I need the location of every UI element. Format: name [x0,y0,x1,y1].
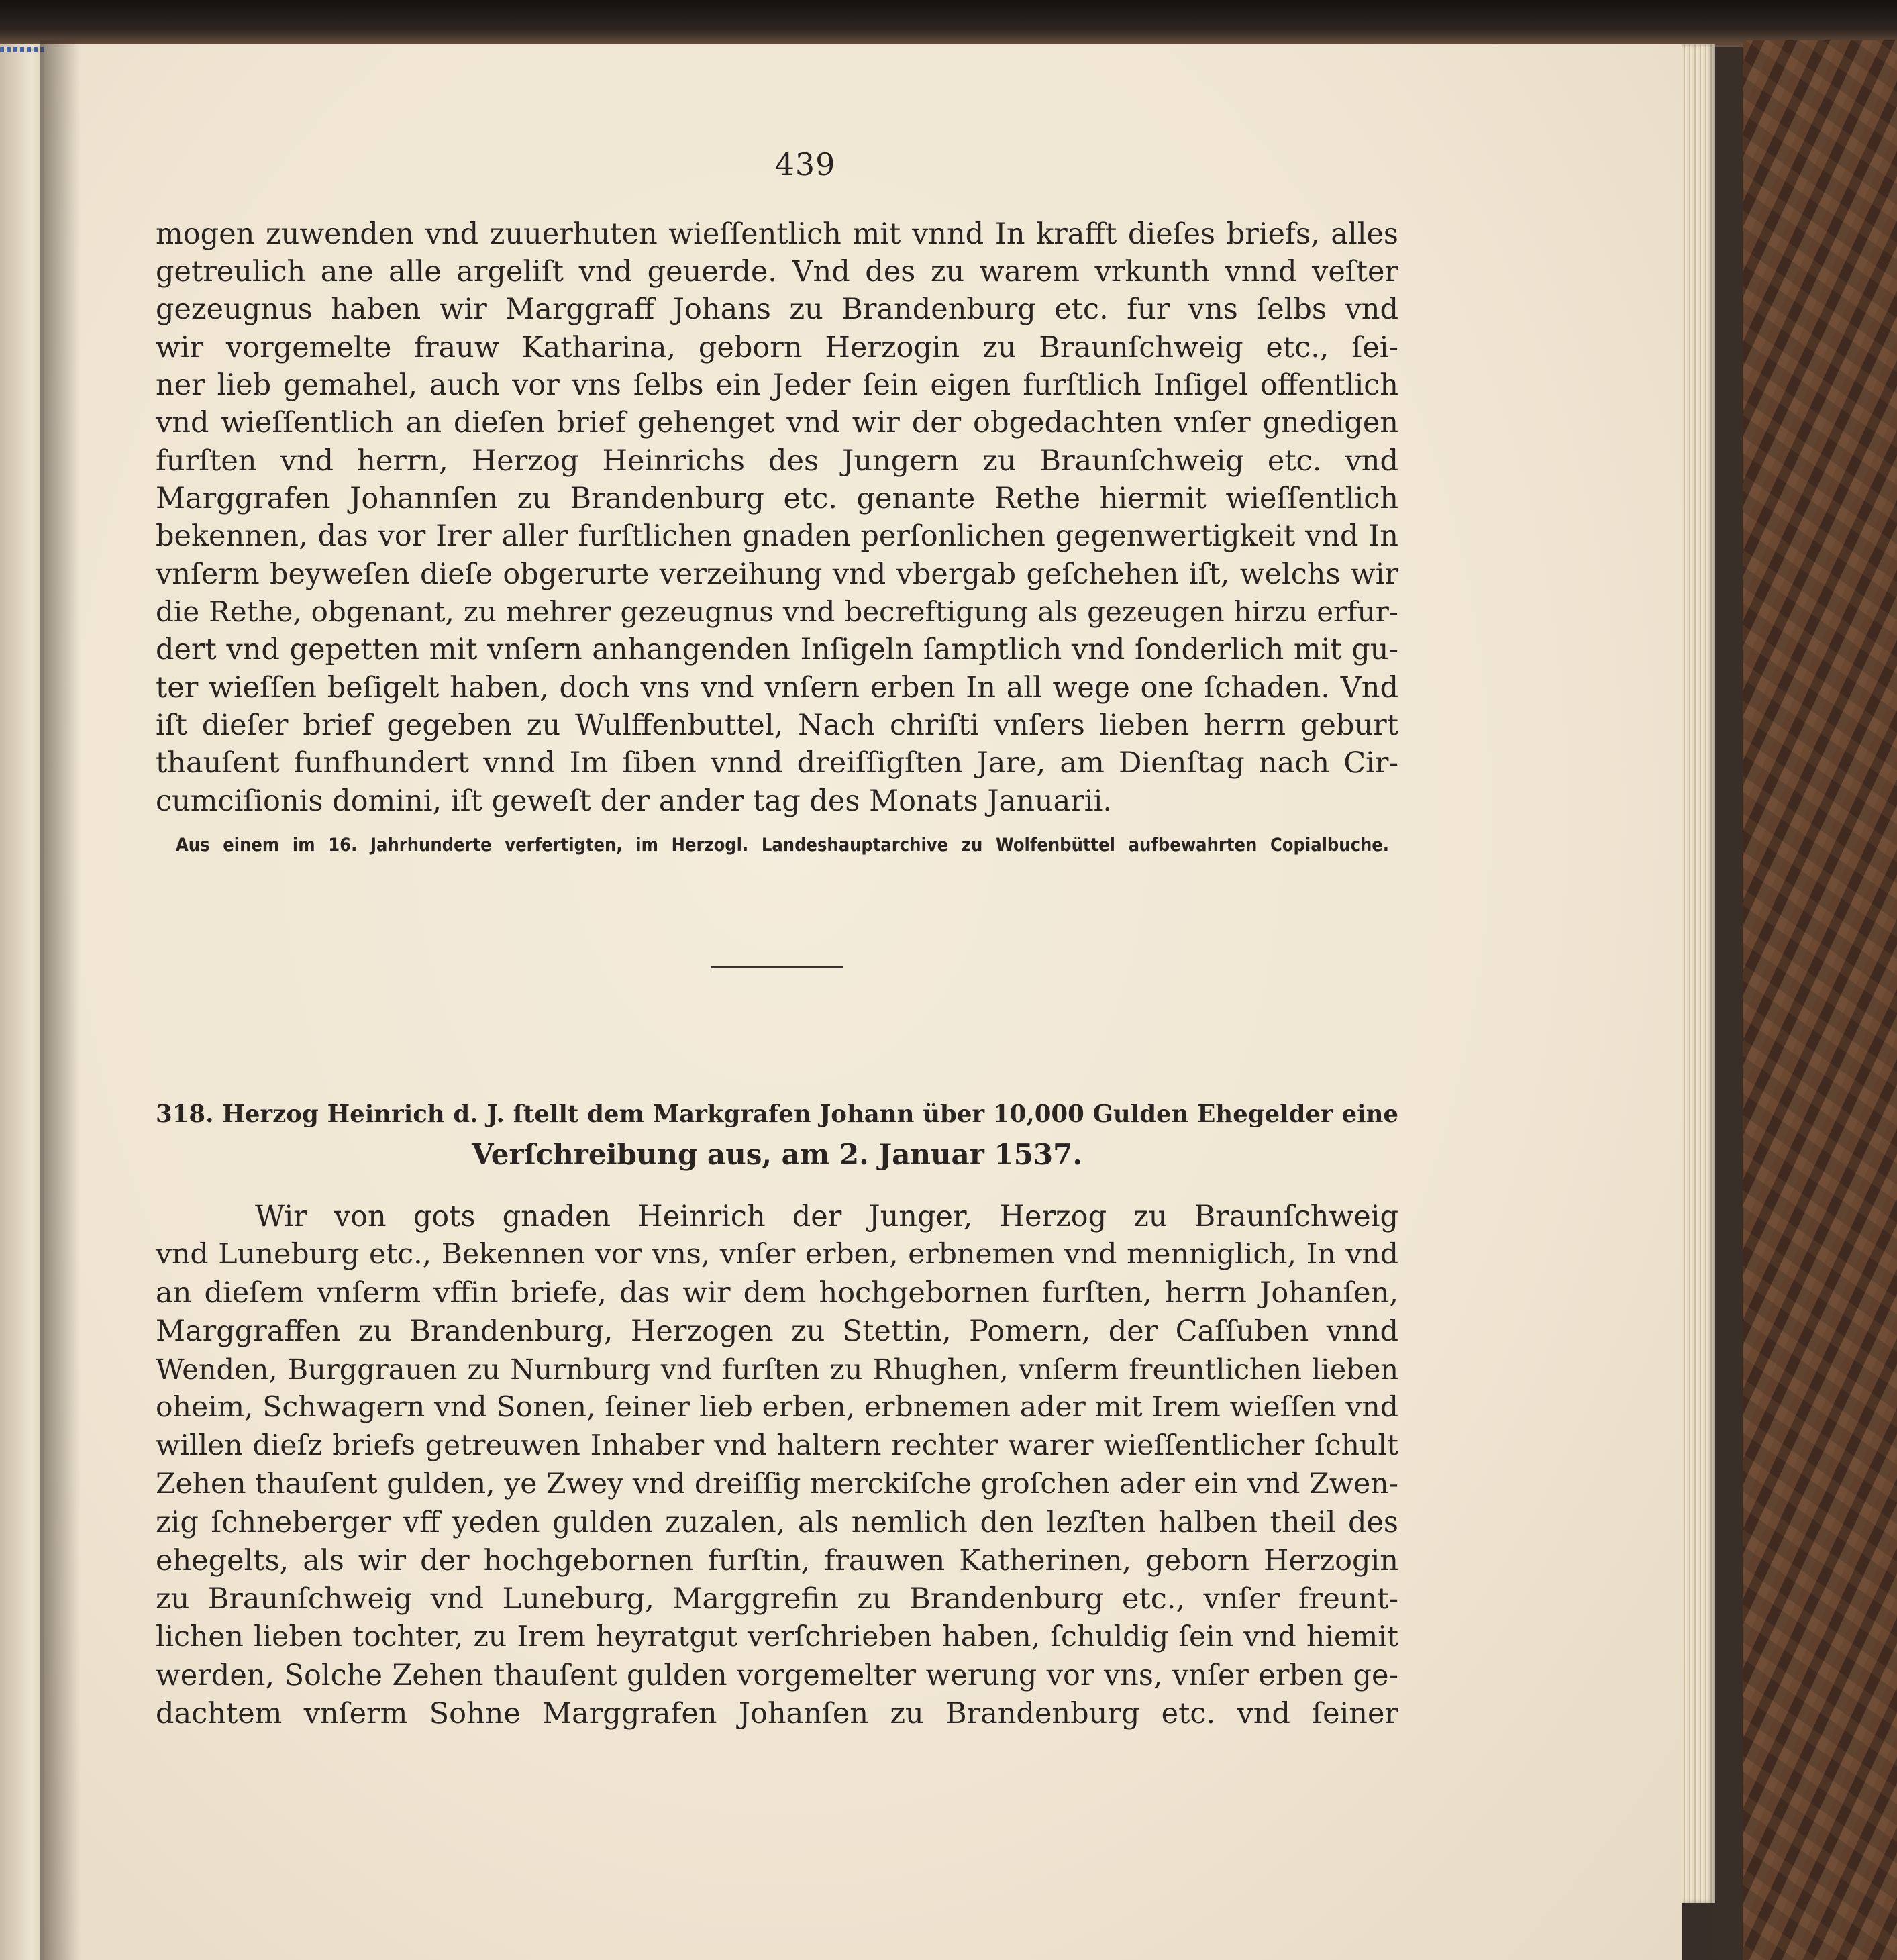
text-line: getreulich ane alle argeliſt vnd geuerde. Vnd des zu warem vrkunth vnnd veſter [156,255,1398,289]
text-line: oheim, Schwagern vnd Sonen, ſeiner lieb erben, erbnemen ader mit Irem wieſſen vnd [156,1391,1398,1424]
text-line: mogen zuwenden vnd zuuerhuten wieſſentlich mit vnnd In krafft dieſes briefs, alles [156,217,1398,251]
text-line: bekennen, das vor Irer aller furſtlichen gnaden perſonlichen gegenwertigkeit vnd In [156,519,1398,553]
text-line: ehegelts, als wir der hochgebornen furſtin, frauwen Katherinen, geborn Herzogin [156,1544,1398,1578]
text-line: iſt dieſer brief gegeben zu Wulffenbuttel, Nach chriſti vnſers lieben herrn geburt [156,709,1398,742]
text-line: Wir von gots gnaden Heinrich der Junger, Herzog zu Braunſchweig [255,1200,1398,1233]
text-line: vnſerm beyweſen dieſe obgerurte verzeihung vnd vbergab geſchehen iſt, welchs wir [156,558,1398,591]
text-line: Marggraffen zu Brandenburg, Herzogen zu Stettin, Pomern, der Caſſuben vnnd [156,1314,1398,1348]
text-line: gezeugnus haben wir Marggraff Johans zu Brandenburg etc. fur vns ſelbs vnd [156,293,1398,326]
text-line: Marggrafen Johannſen zu Brandenburg etc. genante Rethe hiermit wieſſentlich [156,482,1398,515]
text-line: Wenden, Burggrauen zu Nurnburg vnd furſten zu Rhughen, vnſerm freuntlichen lieben [156,1353,1398,1386]
source-note: Aus einem im 16. Jahrhunderte verfertigten, im Herzogl. Landeshauptarchive zu Wolfenbüttel aufbewahrten Copialbuche. [176,835,1389,856]
text-line: willen dieſz briefs getreuwen Inhaber vnd haltern rechter warer wieſſentlicher ſchult [156,1429,1398,1462]
text-line: wir vorgemelte frauw Katharina, geborn Herzogin zu Braunſchweig etc., ſei- [156,331,1398,364]
page-number: 439 [774,146,836,183]
text-line: dert vnd gepetten mit vnſern anhangenden Inſigeln ſamptlich vnd ſonderlich mit gu- [156,633,1398,666]
text-line: dachtem vnſerm Sohne Marggrafen Johanſen zu Brandenburg etc. vnd ſeiner [156,1697,1398,1731]
text-line: werden, Solche Zehen thauſent gulden vorgemelter werung vor vns, vnſer erben ge- [156,1659,1398,1692]
text-line: Zehen thauſent gulden, ye Zwey vnd dreiſſig merckiſche groſchen ader ein vnd Zwen- [156,1467,1398,1500]
text-line: furſten vnd herrn, Herzog Heinrichs des Jungern zu Braunſchweig etc. vnd [156,444,1398,478]
text-line: vnd Luneburg etc., Bekennen vor vns, vnſer erben, erbnemen vnd menniglich, In vnd [156,1238,1398,1271]
section-heading: 318. Herzog Heinrich d. J. ſtellt dem Markgrafen Johann über 10,000 Gulden Ehegelder eine [156,1100,1398,1128]
text-line: ner lieb gemahel, auch vor vns ſelbs ein Jeder ſein eigen furſtlich Inſigel offentlich [156,368,1398,402]
text-line: ter wieſſen beſigelt haben, doch vns vnd vnſern erben In all wege one ſchaden. Vnd [156,671,1398,705]
section-heading-continued: Verſchreibung aus, am 2. Januar 1537. [471,1138,1082,1171]
text-line: an dieſem vnſerm vffin briefe, das wir dem hochgebornen furſten, herrn Johanſen, [156,1276,1398,1310]
text-line: vnd wieſſentlich an dieſen brief gehenget vnd wir der obgedachten vnſer gnedigen [156,406,1398,440]
section-divider [711,966,843,968]
text-line: zu Braunſchweig vnd Luneburg, Marggrefin zu Brandenburg etc., vnſer freunt- [156,1582,1398,1616]
text-line: die Rethe, obgenant, zu mehrer gezeugnus vnd becreftigung als gezeugen hirzu erfur- [156,595,1398,628]
text-line: lichen lieben tochter, zu Irem heyratgut verſchrieben haben, ſchuldig ſein vnd hiemit [156,1620,1398,1653]
text-line: cumciſionis domini, iſt geweſt der ander tag des Monats Januarii. [156,784,1112,818]
text-line: thauſent funfhundert vnnd Im ſiben vnnd dreiſſigſten Jare, am Dienſtag nach Cir- [156,746,1398,780]
text-line: zig ſchneberger vff yeden gulden zuzalen, als nemlich den lezſten halben theil des [156,1506,1398,1539]
